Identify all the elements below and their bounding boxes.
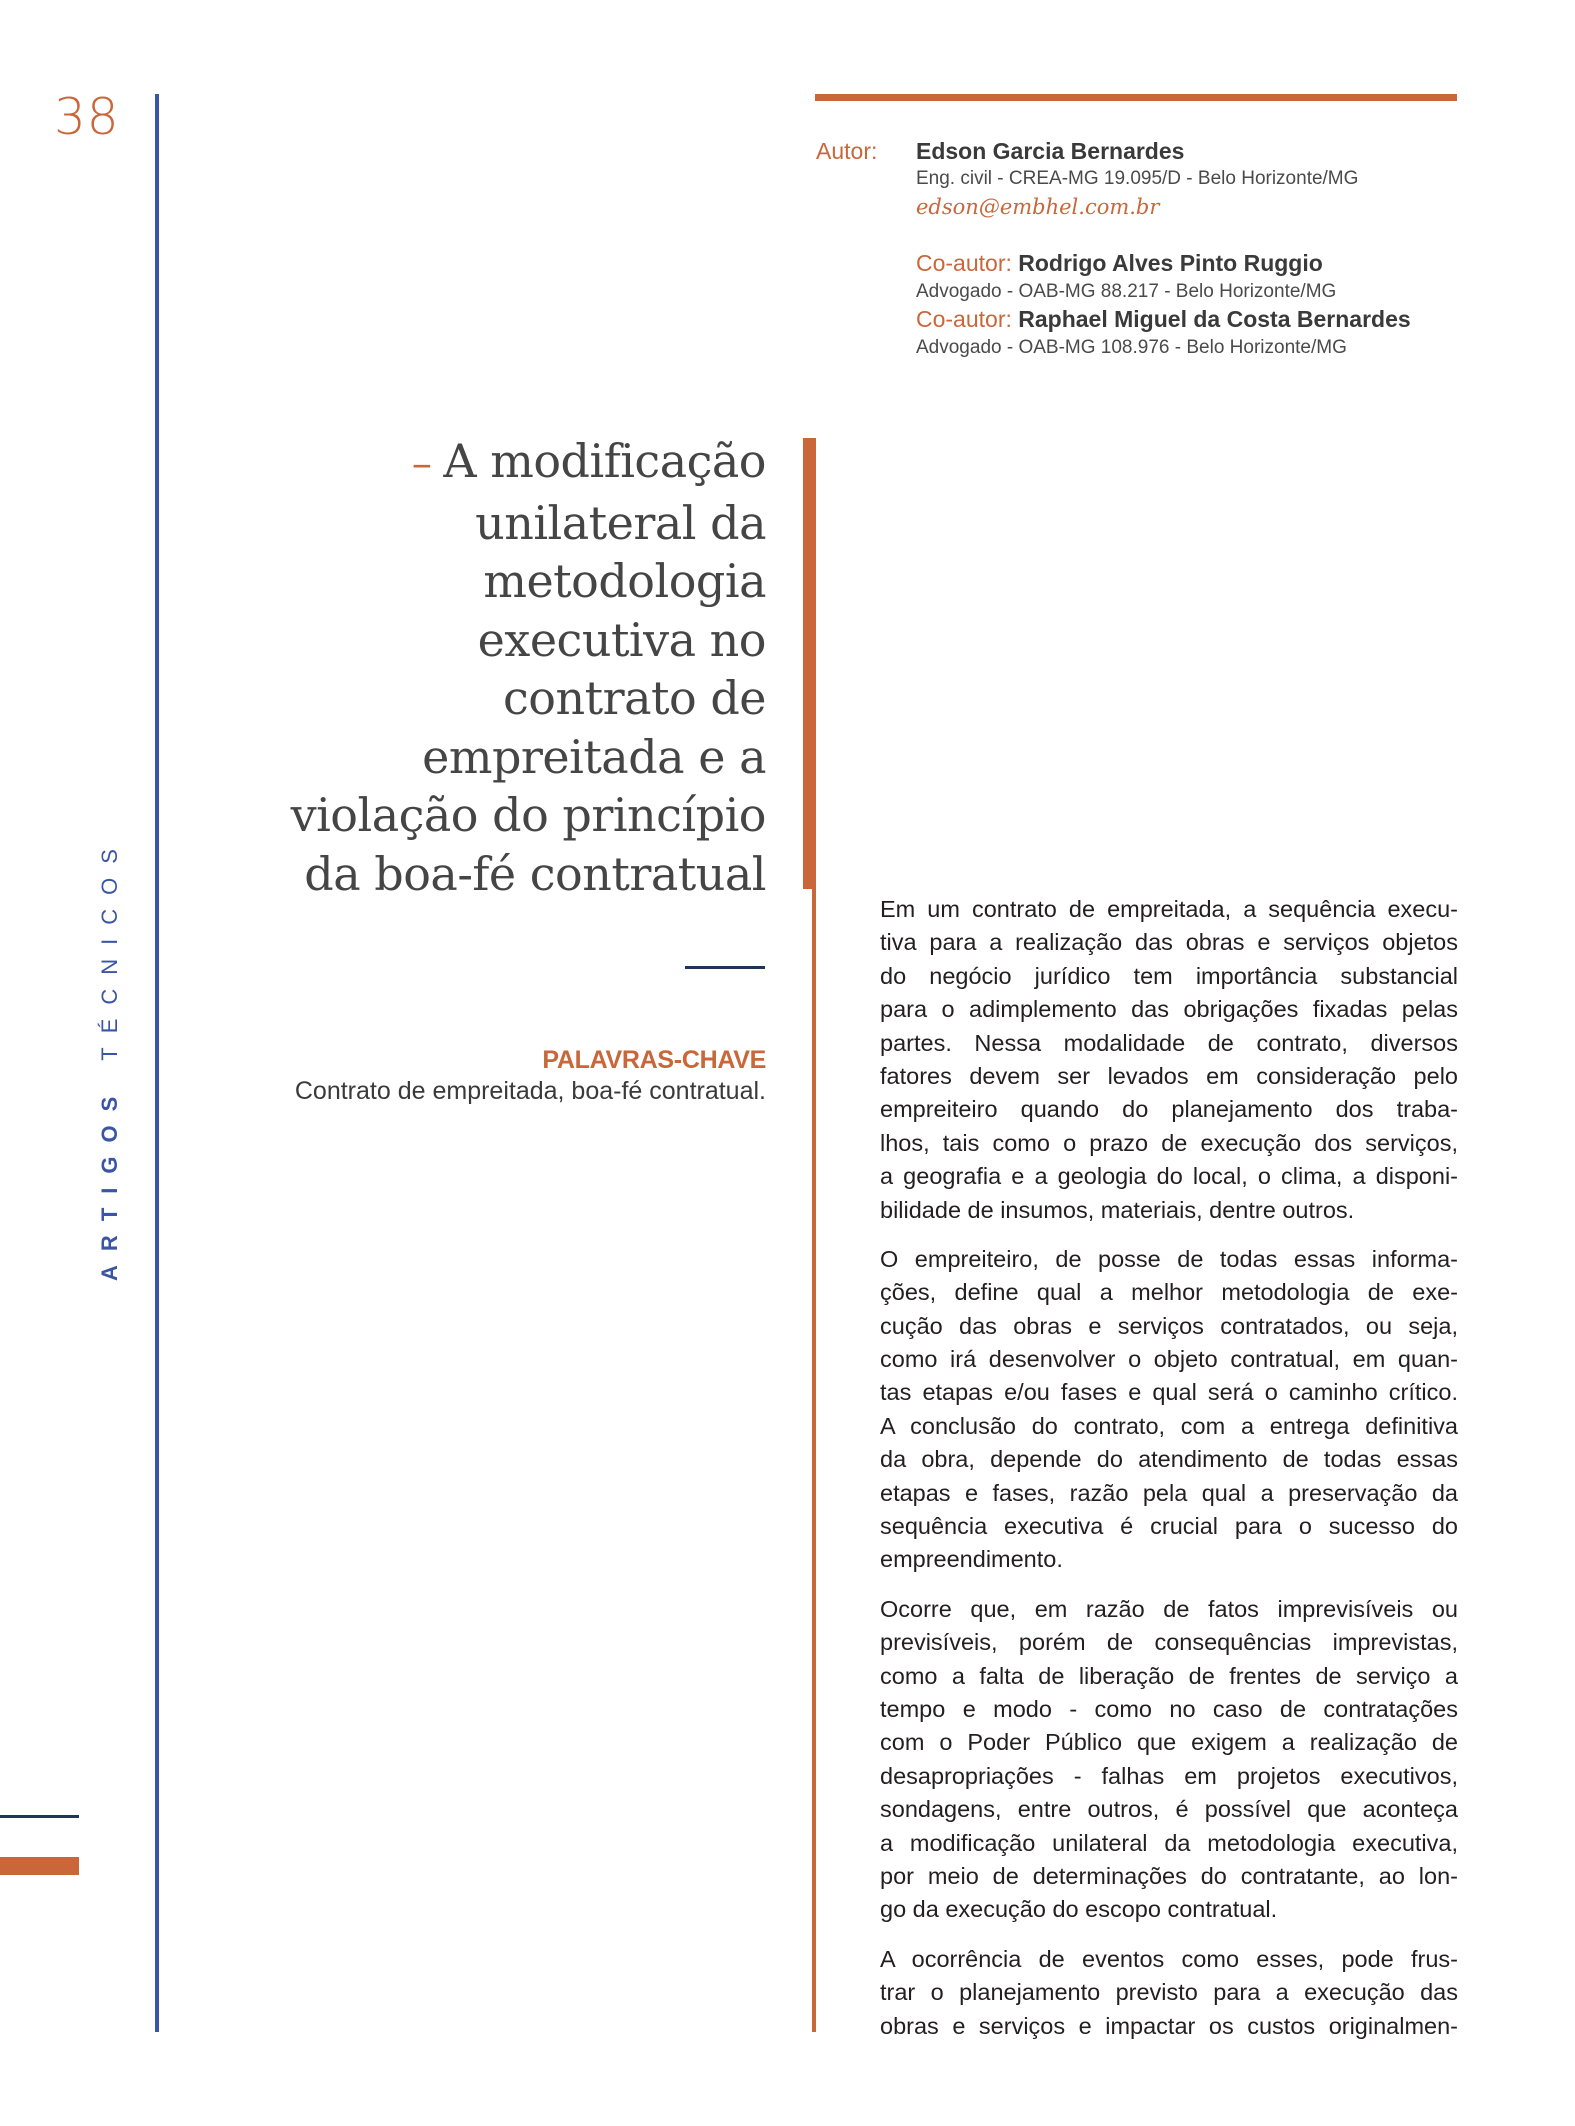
body-line: a modificação unilateral da metodologia executiva, <box>880 1829 1458 1856</box>
body-line: O empreiteiro, de posse de todas essas informa- <box>880 1245 1458 1272</box>
title-accent-bar <box>803 438 816 889</box>
coauthor-label: Co-autor: <box>916 250 1012 276</box>
coauthor-name: Raphael Miguel da Costa Bernardes <box>1018 306 1411 332</box>
body-line: como a falta de liberação de frentes de serviço a <box>880 1662 1458 1689</box>
body-line: como irá desenvolver o objeto contratual, em quan- <box>880 1346 1458 1373</box>
author-name: Edson Garcia Bernardes <box>916 138 1185 164</box>
body-line: tiva para a realização das obras e serviços objetos <box>880 929 1458 956</box>
title-line: – A modificação <box>411 434 766 488</box>
coauthor-2 <box>916 305 1476 361</box>
body-line: fatores devem ser levados em consideração pelo <box>880 1062 1458 1089</box>
title-line: da boa-fé contratual <box>304 846 766 901</box>
keywords-heading: PALAVRAS-CHAVE <box>542 1046 766 1074</box>
article-title <box>200 432 766 903</box>
title-dash: – <box>411 441 432 487</box>
author-email-link[interactable]: edson@embhel.com.br <box>916 195 1160 219</box>
section-label-strong: ARTIGOS <box>97 1082 122 1281</box>
title-line: unilateral da <box>475 495 766 550</box>
body-line: cução das obras e serviços contratados, ou seja, <box>880 1312 1458 1339</box>
body-line: sequência executiva é crucial para o sucesso do <box>880 1513 1458 1540</box>
body-line: empreiteiro quando do planejamento dos traba- <box>880 1096 1458 1123</box>
body-line: ções, define qual a melhor metodologia de exe- <box>880 1279 1458 1306</box>
body-line: go da execução do escopo contratual. <box>880 1896 1278 1923</box>
coauthor-1 <box>916 249 1476 305</box>
body-line: bilidade de insumos, materiais, dentre outros. <box>880 1196 1355 1223</box>
body-line: trar o planejamento previsto para a execução das <box>880 1979 1458 2006</box>
coauthor-name: Rodrigo Alves Pinto Ruggio <box>1018 250 1323 276</box>
section-label-light: TÉCNICOS <box>97 835 122 1061</box>
body-line: A conclusão do contrato, com a entrega definitiva <box>880 1412 1458 1439</box>
author-credentials: Eng. civil - CREA-MG 19.095/D - Belo Horizonte/MG <box>916 168 1359 189</box>
orange-accent-bar <box>0 1857 79 1875</box>
page-number: 38 <box>54 88 120 146</box>
body-line: previsíveis, porém de consequências imprevistas, <box>880 1629 1458 1656</box>
title-line: violação do princípio <box>290 788 766 842</box>
navy-accent-bar <box>0 1815 79 1818</box>
body-line: com o Poder Público que exigem a realização de <box>880 1729 1458 1756</box>
body-line: empreendimento. <box>880 1546 1063 1573</box>
body-line: tas etapas e/ou fases e qual será o caminho crítico. <box>880 1379 1458 1406</box>
coauthor-credentials: Advogado - OAB-MG 88.217 - Belo Horizonte/MG <box>916 281 1337 302</box>
keywords-rule <box>685 966 765 969</box>
author-block <box>816 138 1476 361</box>
body-line: desapropriações - falhas em projetos executivos, <box>880 1762 1458 1789</box>
author-label: Autor: <box>816 138 878 164</box>
body-paragraph <box>880 1593 1458 1927</box>
body-line: A ocorrência de eventos como esses, pode frus- <box>880 1945 1458 1972</box>
title-line: empreitada e a <box>422 729 766 784</box>
body-paragraph <box>880 1943 1458 2043</box>
body-line: obras e serviços e impactar os custos originalmen- <box>880 2012 1458 2039</box>
body-line: lhos, tais como o prazo de execução dos serviços, <box>880 1129 1458 1156</box>
body-paragraph <box>880 893 1458 1227</box>
article-body <box>880 893 1458 2059</box>
body-line: Ocorre que, em razão de fatos imprevisíveis ou <box>880 1595 1458 1622</box>
left-vertical-divider <box>155 94 159 2032</box>
keywords-text: Contrato de empreitada, boa-fé contratual. <box>294 1077 766 1105</box>
section-label <box>97 835 123 1281</box>
title-line: executiva no <box>477 612 766 667</box>
body-line: tempo e modo - como no caso de contratações <box>880 1695 1458 1722</box>
main-author <box>816 138 1476 361</box>
body-line: por meio de determinações do contratante, ao lon- <box>880 1862 1458 1889</box>
column-divider <box>812 880 816 2032</box>
header-rule <box>815 94 1457 101</box>
title-line: metodologia <box>483 554 766 608</box>
body-line: da obra, depende do atendimento de todas essas <box>880 1446 1458 1473</box>
body-line: partes. Nessa modalidade de contrato, diversos <box>880 1029 1458 1056</box>
coauthor-label: Co-autor: <box>916 306 1012 332</box>
body-paragraph <box>880 1243 1458 1577</box>
coauthor-credentials: Advogado - OAB-MG 108.976 - Belo Horizonte/MG <box>916 337 1347 358</box>
body-line: sondagens, entre outros, é possível que aconteça <box>880 1796 1458 1823</box>
body-line: Em um contrato de empreitada, a sequência execu- <box>880 896 1458 922</box>
body-line: para o adimplemento das obrigações fixadas pelas <box>880 996 1458 1023</box>
title-line: contrato de <box>503 671 766 725</box>
body-line: a geografia e a geologia do local, o clima, a disponi- <box>880 1163 1458 1190</box>
body-line: do negócio jurídico tem importância substancial <box>880 962 1458 989</box>
body-line: etapas e fases, razão pela qual a preservação da <box>880 1479 1458 1506</box>
